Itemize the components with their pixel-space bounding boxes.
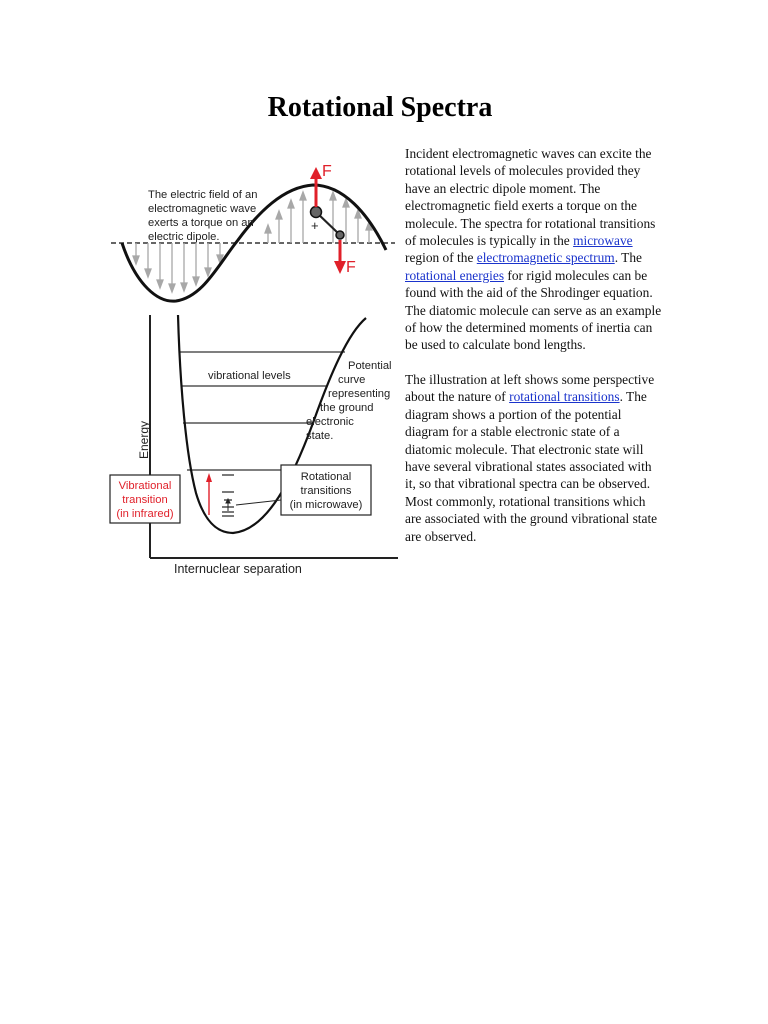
vibrational-box-line: Vibrational	[118, 480, 172, 492]
dipole-atom-negative	[336, 231, 344, 239]
wave-caption-line: electromagnetic wave	[148, 203, 257, 215]
vibrational-levels-label: vibrational levels	[208, 370, 291, 382]
vibrational-box-line: (in infrared)	[116, 508, 174, 520]
potential-label-line: the ground	[320, 402, 374, 414]
paragraph-text: for rigid molecules can be found with the aid of the Shrodinger equation. The diatomic molecule can serve as an example of how the determined moments of inertia can be used to calculate bond lengths.	[405, 267, 662, 353]
force-label-top: F	[322, 163, 332, 180]
paragraph-text: Incident electromagnetic waves can excite the rotational levels of molecules provided they have an electric dipole moment. The electromagnetic field exerts a torque on the molecule. The spectra for rotational transitions of molecules is typically in the	[405, 146, 656, 249]
potential-curve-label	[306, 360, 392, 442]
link-microwave[interactable]: microwave	[573, 233, 633, 249]
potential-label-line: electronic	[306, 416, 354, 428]
em-wave-diagram	[111, 163, 395, 301]
vibrational-transition-box	[110, 475, 180, 523]
rotational-transition-arrows	[226, 499, 230, 511]
paragraph-intro	[405, 145, 663, 354]
force-arrow-down	[334, 240, 346, 274]
paragraph-text: The illustration at left shows some perspective about the nature of	[405, 371, 655, 405]
link-rotational-transitions[interactable]: rotational transitions	[509, 389, 620, 405]
link-electromagnetic-spectrum[interactable]: electromagnetic spectrum	[476, 250, 615, 266]
field-arrows-down	[133, 243, 223, 292]
potential-label-line: state.	[306, 430, 334, 442]
rotational-spectra-figure	[108, 155, 398, 585]
rotational-box-line: transitions	[300, 485, 352, 497]
dipole-atom-positive	[311, 207, 322, 218]
paragraph-text: region of the	[405, 250, 477, 266]
rotational-transitions-box	[236, 465, 371, 515]
paragraph-text: . The	[614, 250, 642, 266]
potential-label-line: Potential	[348, 360, 392, 372]
wave-caption-line: The electric field of an	[148, 189, 258, 201]
link-rotational-energies[interactable]: rotational energies	[405, 267, 505, 283]
plus-sign: +	[311, 218, 319, 233]
potential-energy-diagram	[110, 315, 398, 576]
rotational-box-line: Rotational	[300, 471, 352, 483]
energy-axis-label: Energy	[137, 420, 151, 459]
paragraph-illustration	[405, 371, 663, 545]
text-column	[405, 145, 663, 562]
vibrational-box-line: transition	[122, 494, 168, 506]
x-axis-label: Internuclear separation	[174, 562, 302, 576]
wave-caption-line: exerts a torque on an	[148, 217, 254, 229]
paragraph-text: . The diagram shows a portion of the potential diagram for a stable electronic state of a diatomic molecule. That electronic state will have several vibrational states associated with it, so that vibrational spectra can be observed. Most commonly, rotational transitions which are associated with the ground vibrational state are observed.	[405, 389, 658, 544]
vibrational-transition-arrow	[206, 473, 212, 515]
rotational-box-line: (in microwave)	[289, 499, 363, 511]
force-label-bottom: F	[346, 259, 356, 276]
potential-label-line: representing	[328, 388, 391, 400]
potential-label-line: curve	[338, 374, 366, 386]
wave-caption-line: electric dipole.	[148, 231, 220, 243]
page-title: Rotational Spectra	[267, 92, 493, 123]
